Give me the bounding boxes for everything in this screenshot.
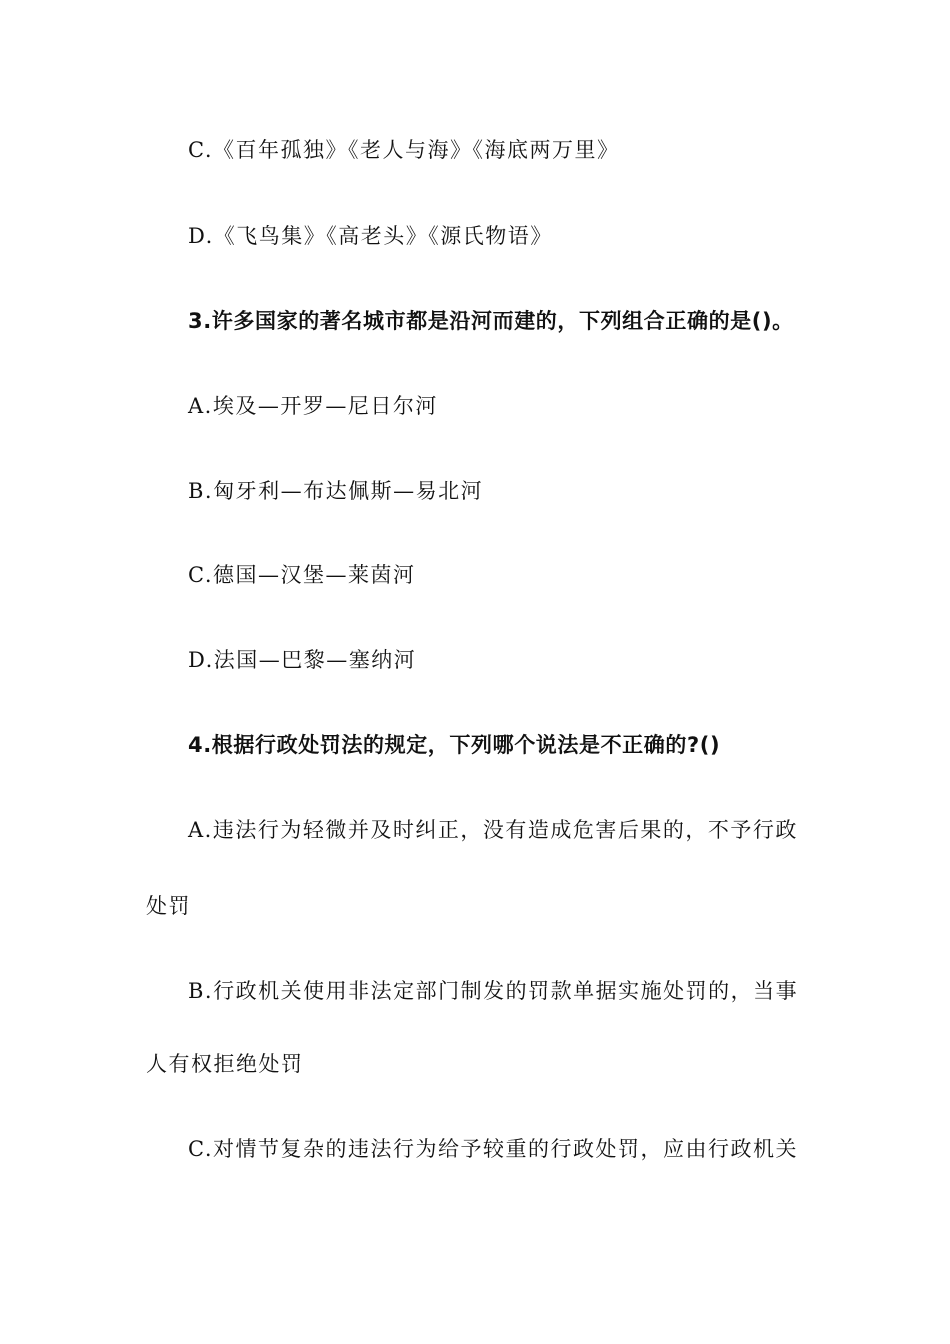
q3-option-a: A.埃及—开罗—尼日尔河 xyxy=(188,394,438,418)
q3-option-c: C.德国—汉堡—莱茵河 xyxy=(188,563,416,587)
q4-option-b-line-1: B.行政机关使用非法定部门制发的罚款单据实施处罚的，当事 xyxy=(188,979,799,1003)
q4-option-b-line-2: 人有权拒绝处罚 xyxy=(146,1052,304,1076)
question-3: 3.许多国家的著名城市都是沿河而建的，下列组合正确的是()。 xyxy=(188,309,794,333)
q3-option-d: D.法国—巴黎—塞纳河 xyxy=(188,648,417,672)
q2-option-d: D.《飞鸟集》《高老头》《源氏物语》 xyxy=(188,224,553,248)
q2-option-c: C.《百年孤独》《老人与海》《海底两万里》 xyxy=(188,138,620,162)
q4-option-a-line-2: 处罚 xyxy=(146,894,191,918)
q4-option-a-line-1: A.违法行为轻微并及时纠正，没有造成危害后果的，不予行政 xyxy=(188,818,798,842)
q4-option-c-line-1: C.对情节复杂的违法行为给予较重的行政处罚，应由行政机关 xyxy=(188,1137,798,1161)
question-4: 4.根据行政处罚法的规定，下列哪个说法是不正确的?() xyxy=(188,733,721,757)
q3-option-b: B.匈牙利—布达佩斯—易北河 xyxy=(188,479,484,503)
